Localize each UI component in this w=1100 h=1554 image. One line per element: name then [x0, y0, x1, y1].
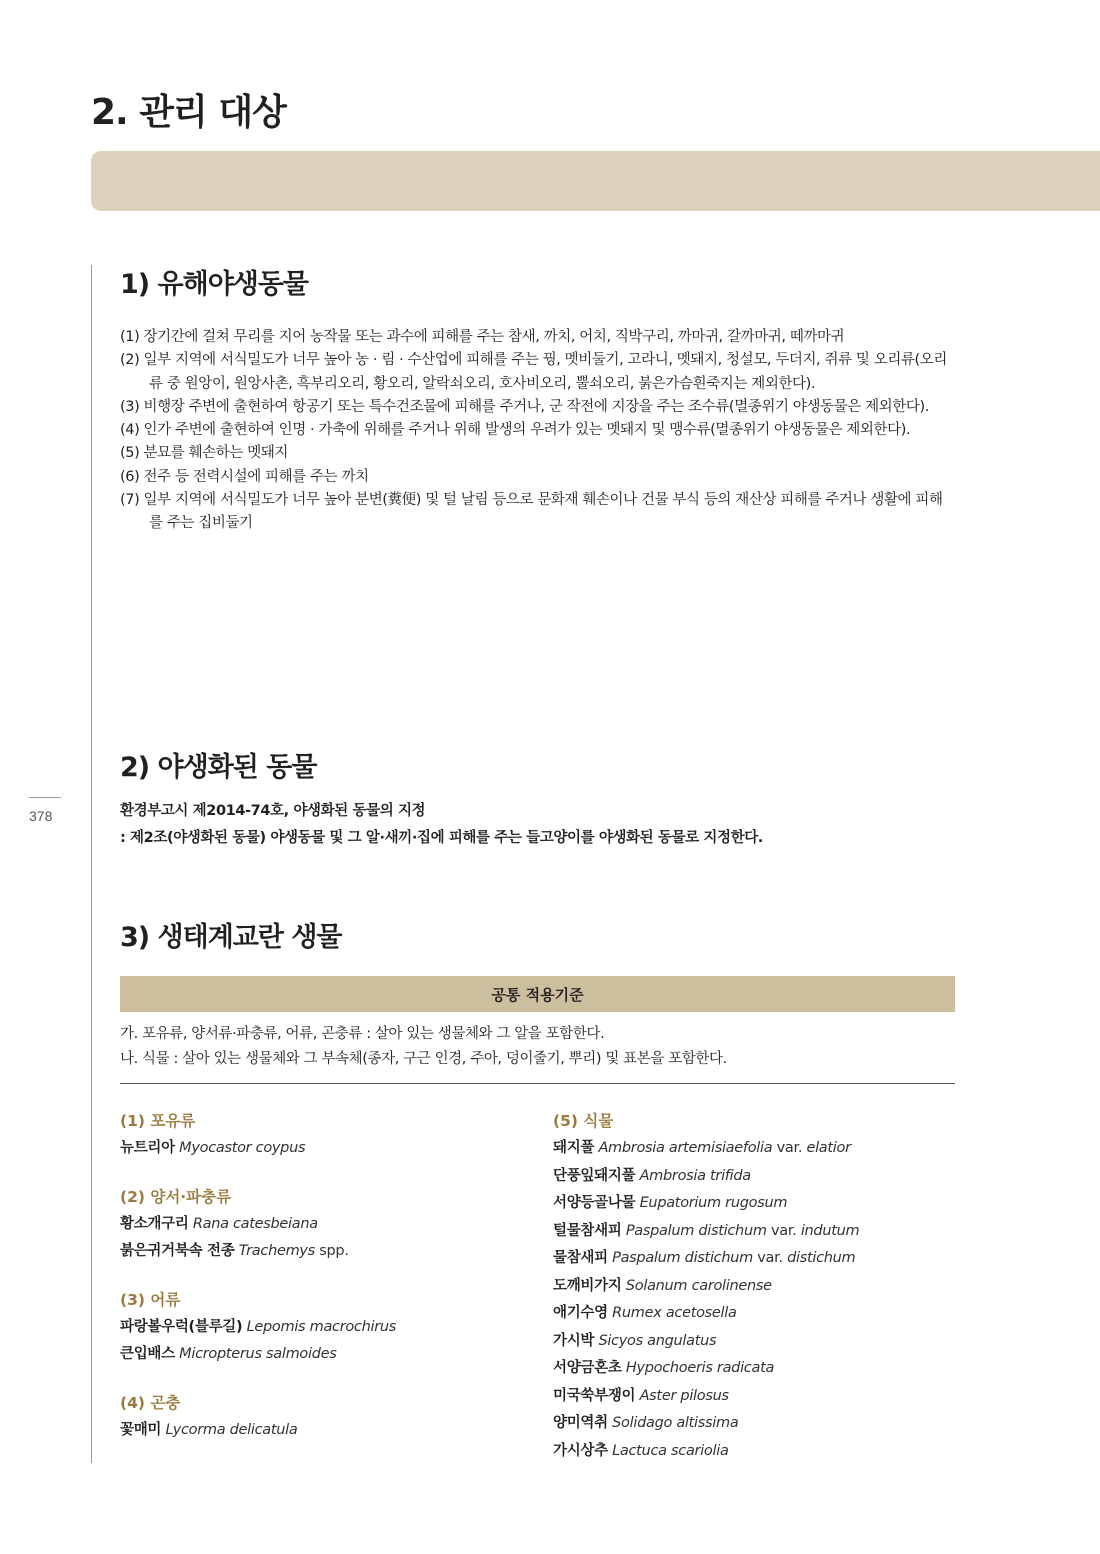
species-scientific-name: Rumex acetosella [612, 1305, 737, 1321]
species-korean-name: 물참새피 [553, 1250, 608, 1266]
feral-animal-notice [120, 798, 960, 852]
harmful-wildlife-item: (2) 일부 지역에 서식밀도가 너무 높아 농 · 림 · 수산업에 피해를 주는 꿩, 멧비둘기, 고라니, 멧돼지, 청설모, 두더지, 쥐류 및 오리류(오리류 중 원앙이, 원앙사촌, 흑부리오리, 황오리, 알락쇠오리, 호사비오리, 뿔쇠오리, 붉은가슴흰죽지는 제외한다). [120, 352, 948, 392]
species-korean-name: 붉은귀거북속 전종 [120, 1243, 235, 1259]
common-criteria-text [120, 1022, 955, 1072]
species-scientific-name: Eupatorium rugosum [639, 1195, 788, 1211]
species-scientific-name: Solidago altissima [612, 1415, 739, 1431]
species-korean-name: 황소개구리 [120, 1215, 189, 1232]
species-entry [120, 1211, 540, 1239]
species-entry [120, 1341, 540, 1369]
species-entry [553, 1273, 973, 1301]
species-group [120, 1108, 540, 1163]
species-entry [553, 1245, 973, 1273]
species-scientific-name: Rana catesbeiana [192, 1215, 318, 1232]
species-group-title: (2) 양서·파충류 [120, 1187, 232, 1206]
species-scientific-name: Lycorma delicatula [165, 1421, 298, 1438]
species-entry [553, 1438, 973, 1466]
species-scientific-name: Ambrosia trifida [639, 1167, 751, 1184]
species-entry [553, 1190, 973, 1218]
harmful-wildlife-item: (6) 전주 등 전력시설에 피해를 주는 까치 [120, 468, 369, 485]
species-entry [120, 1417, 540, 1445]
species-korean-name: 가시상추 [553, 1442, 608, 1459]
species-korean-name: 꽃매미 [120, 1421, 162, 1438]
species-rank: spp. [319, 1243, 349, 1259]
species-entry [120, 1135, 540, 1163]
species-rank: var. [757, 1250, 783, 1266]
harmful-wildlife-item: (5) 분묘를 훼손하는 멧돼지 [120, 445, 289, 462]
species-scientific-name: Paspalum distichum [612, 1250, 753, 1266]
species-scientific-name: Myocastor coypus [179, 1140, 306, 1156]
species-korean-name: 양미역취 [553, 1415, 608, 1431]
species-rank: var. [776, 1140, 803, 1156]
species-scientific-name: Trachemys [238, 1243, 315, 1259]
notice-line-2: : 제2조(야생화된 동물) 야생동물 및 그 알·새끼·집에 피해를 주는 들고양이를 야생화된 동물로 지정한다. [120, 830, 763, 846]
species-infraspecific-name: elatior [806, 1140, 851, 1156]
section-heading-ecosystem-disturbing: 3) 생태계교란 생물 [120, 922, 342, 953]
harmful-wildlife-item: (7) 일부 지역에 서식밀도가 너무 높아 분변(糞便) 및 털 날림 등으로 문화재 훼손이나 건물 부식 등의 재산상 피해를 주거나 생활에 피해를 주는 집비둘기 [120, 492, 943, 532]
species-scientific-name: Hypochoeris radicata [625, 1360, 775, 1376]
species-group-title: (5) 식물 [553, 1112, 614, 1130]
species-group [120, 1184, 540, 1266]
section-heading-feral-animals: 2) 야생화된 동물 [120, 752, 317, 783]
species-entry [120, 1314, 540, 1342]
species-entry [553, 1355, 973, 1383]
species-scientific-name: Paspalum distichum [625, 1222, 767, 1239]
species-group [553, 1108, 973, 1465]
species-group [120, 1287, 540, 1369]
criteria-line-2: 나. 식물 : 살아 있는 생물체와 그 부속체(종자, 구근 인경, 주아, 덩이줄기, 뿌리) 및 표본을 포함한다. [120, 1051, 727, 1067]
species-scientific-name: Aster pilosus [639, 1387, 729, 1404]
species-scientific-name: Solanum carolinense [625, 1277, 772, 1294]
species-entry [553, 1328, 973, 1356]
species-infraspecific-name: distichum [787, 1250, 856, 1266]
species-column-left [120, 1108, 540, 1465]
species-korean-name: 가시박 [553, 1332, 595, 1349]
species-group-title: (4) 곤충 [120, 1393, 181, 1412]
species-entry [553, 1383, 973, 1411]
species-column-right [553, 1108, 973, 1486]
notice-line-1: 환경부고시 제2014-74호, 야생화된 동물의 지정 [120, 803, 426, 819]
species-korean-name: 큰입배스 [120, 1346, 175, 1362]
criteria-divider [120, 1083, 955, 1084]
harmful-wildlife-item: (3) 비행장 주변에 출현하여 항공기 또는 특수건조물에 피해를 주거나, 군 작전에 지장을 주는 조수류(멸종위기 야생동물은 제외한다). [120, 398, 929, 415]
species-scientific-name: Micropterus salmoides [179, 1346, 337, 1362]
species-korean-name: 애기수영 [553, 1305, 608, 1321]
species-entry [553, 1300, 973, 1328]
species-korean-name: 뉴트리아 [120, 1140, 175, 1156]
species-korean-name: 서양금혼초 [553, 1360, 622, 1376]
page-number: 378 [29, 808, 53, 824]
species-entry [553, 1163, 973, 1191]
species-group-title: (3) 어류 [120, 1290, 181, 1309]
species-infraspecific-name: indutum [800, 1222, 860, 1239]
margin-rule [91, 265, 92, 1463]
species-scientific-name: Lepomis macrochirus [246, 1318, 397, 1335]
species-scientific-name: Sicyos angulatus [598, 1332, 717, 1349]
species-korean-name: 털물참새피 [553, 1222, 622, 1239]
title-banner [91, 151, 1100, 211]
species-entry [553, 1135, 973, 1163]
species-korean-name: 서양등골나물 [553, 1195, 636, 1211]
species-korean-name: 도깨비가지 [553, 1277, 622, 1294]
species-entry [120, 1238, 540, 1266]
harmful-wildlife-item: (1) 장기간에 걸쳐 무리를 지어 농작물 또는 과수에 피해를 주는 참새, 까치, 어치, 직박구리, 까마귀, 갈까마귀, 떼까마귀 [120, 329, 845, 345]
species-rank: var. [770, 1222, 797, 1239]
page-number-rule [29, 797, 61, 798]
species-korean-name: 파랑볼우럭(블루길) [120, 1318, 243, 1335]
species-korean-name: 단풍잎돼지풀 [553, 1167, 636, 1184]
species-scientific-name: Lactuca scariolia [612, 1442, 729, 1459]
page-title: 2. 관리 대상 [91, 92, 286, 133]
species-entry [553, 1410, 973, 1438]
species-entry [553, 1218, 973, 1246]
species-group-title: (1) 포유류 [120, 1112, 196, 1130]
species-scientific-name: Ambrosia artemisiaefolia [598, 1140, 773, 1156]
harmful-wildlife-list [120, 326, 956, 536]
species-korean-name: 미국쑥부쟁이 [553, 1387, 636, 1404]
criteria-line-1: 가. 포유류, 양서류·파충류, 어류, 곤충류 : 살아 있는 생물체와 그 알을 포함한다. [120, 1026, 605, 1042]
section-heading-harmful-wildlife: 1) 유해야생동물 [120, 269, 309, 300]
harmful-wildlife-item: (4) 인가 주변에 출현하여 인명 · 가축에 위해를 주거나 위해 발생의 우려가 있는 멧돼지 및 맹수류(멸종위기 야생동물은 제외한다). [120, 422, 911, 439]
common-criteria-header: 공통 적용기준 [120, 976, 955, 1012]
species-korean-name: 돼지풀 [553, 1140, 595, 1156]
species-group [120, 1390, 540, 1445]
